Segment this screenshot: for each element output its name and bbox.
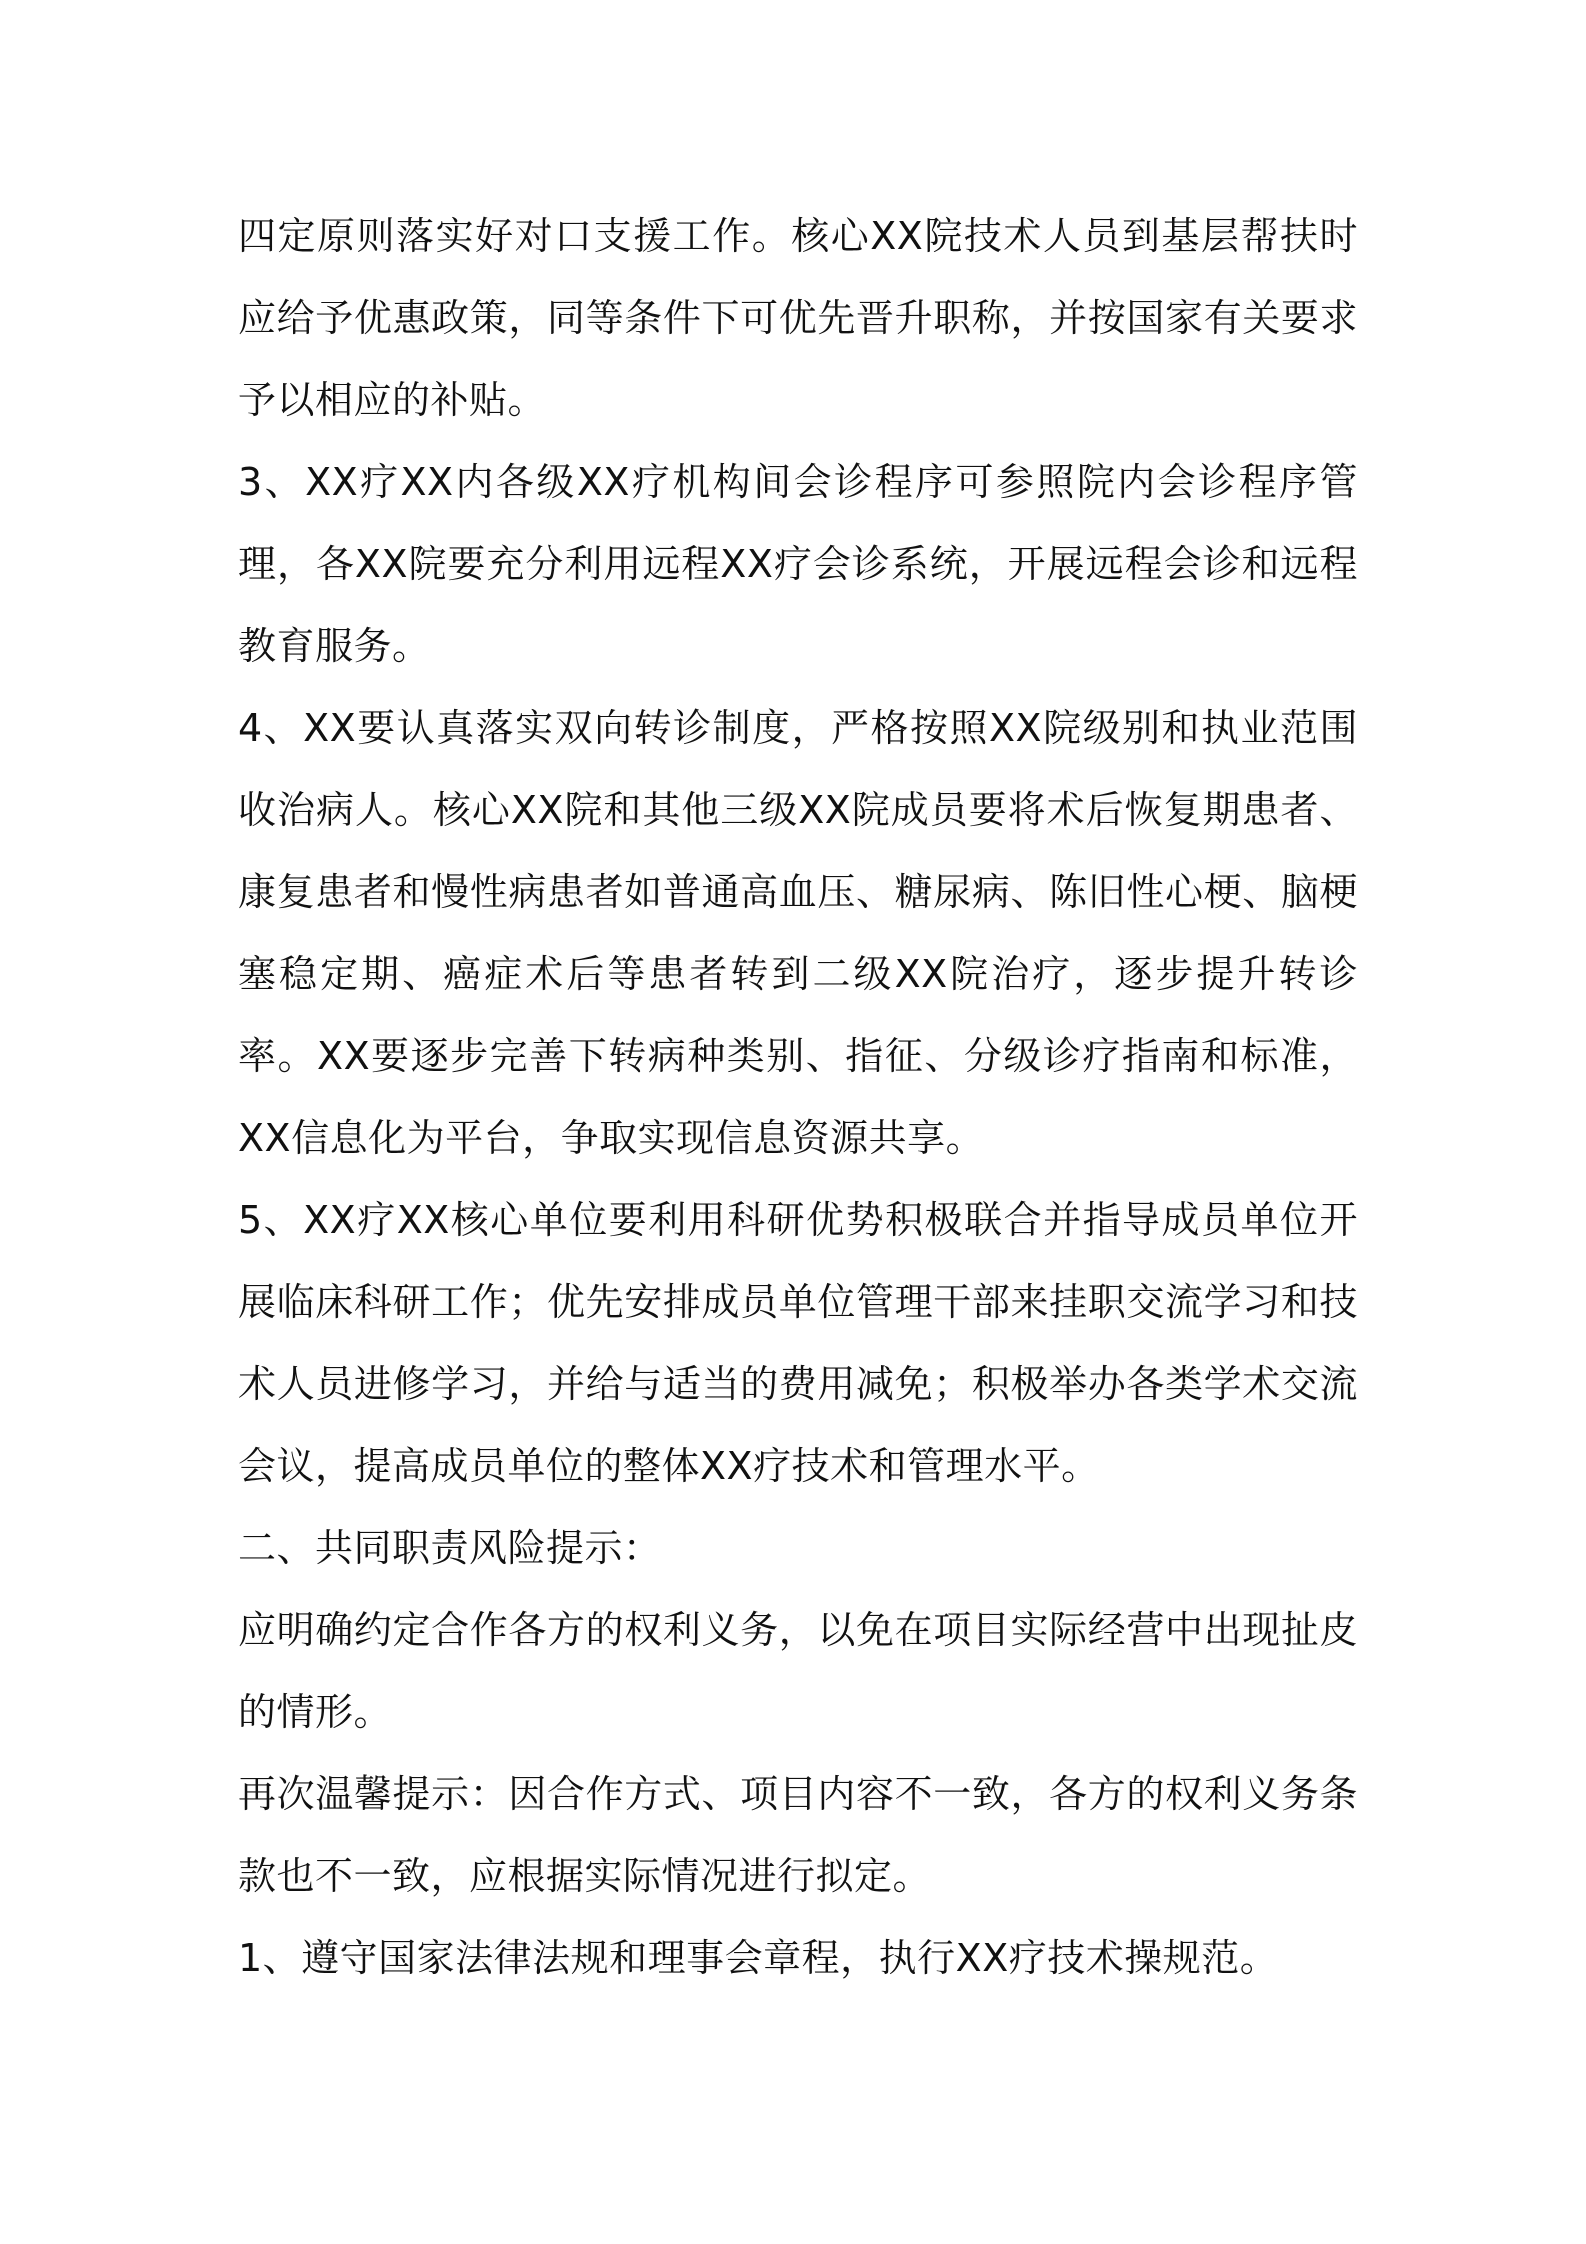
- section-heading-shared-duties: 二、共同职责风险提示：: [238, 1526, 662, 1570]
- document-body: [238, 195, 1358, 1999]
- paragraph-rights-obligations: 应明确约定合作各方的权利义务，以免在项目实际经营中出现扯皮的情形。: [238, 1608, 1358, 1734]
- paragraph-support-policy: 四定原则落实好对口支援工作。核心XX院技术人员到基层帮扶时应给予优惠政策，同等条件下可优先晋升职称，并按国家有关要求予以相应的补贴。: [238, 214, 1358, 422]
- paragraph-item-5: 5、XX疗XX核心单位要利用科研优势积极联合并指导成员单位开展临床科研工作；优先安排成员单位管理干部来挂职交流学习和技术人员进修学习，并给与适当的费用减免；积极举办各类学术交流会议，提高成员单位的整体XX疗技术和管理水平。: [238, 1198, 1358, 1488]
- paragraph-item-1: 1、遵守国家法律法规和理事会章程，执行XX疗技术操规范。: [238, 1936, 1279, 1980]
- paragraph-reminder: 再次温馨提示：因合作方式、项目内容不一致，各方的权利义务条款也不一致，应根据实际情况进行拟定。: [238, 1772, 1358, 1898]
- paragraph-item-3: 3、XX疗XX内各级XX疗机构间会诊程序可参照院内会诊程序管理，各XX院要充分利用远程XX疗会诊系统，开展远程会诊和远程教育服务。: [238, 460, 1358, 668]
- paragraph-item-4: 4、XX要认真落实双向转诊制度，严格按照XX院级别和执业范围收治病人。核心XX院和其他三级XX院成员要将术后恢复期患者、康复患者和慢性病患者如普通高血压、糖尿病、陈旧性心梗、脑梗塞稳定期、癌症术后等患者转到二级XX院治疗，逐步提升转诊率。XX要逐步完善下转病种类别、指征、分级诊疗指南和标准，XX信息化为平台，争取实现信息资源共享。: [238, 706, 1358, 1160]
